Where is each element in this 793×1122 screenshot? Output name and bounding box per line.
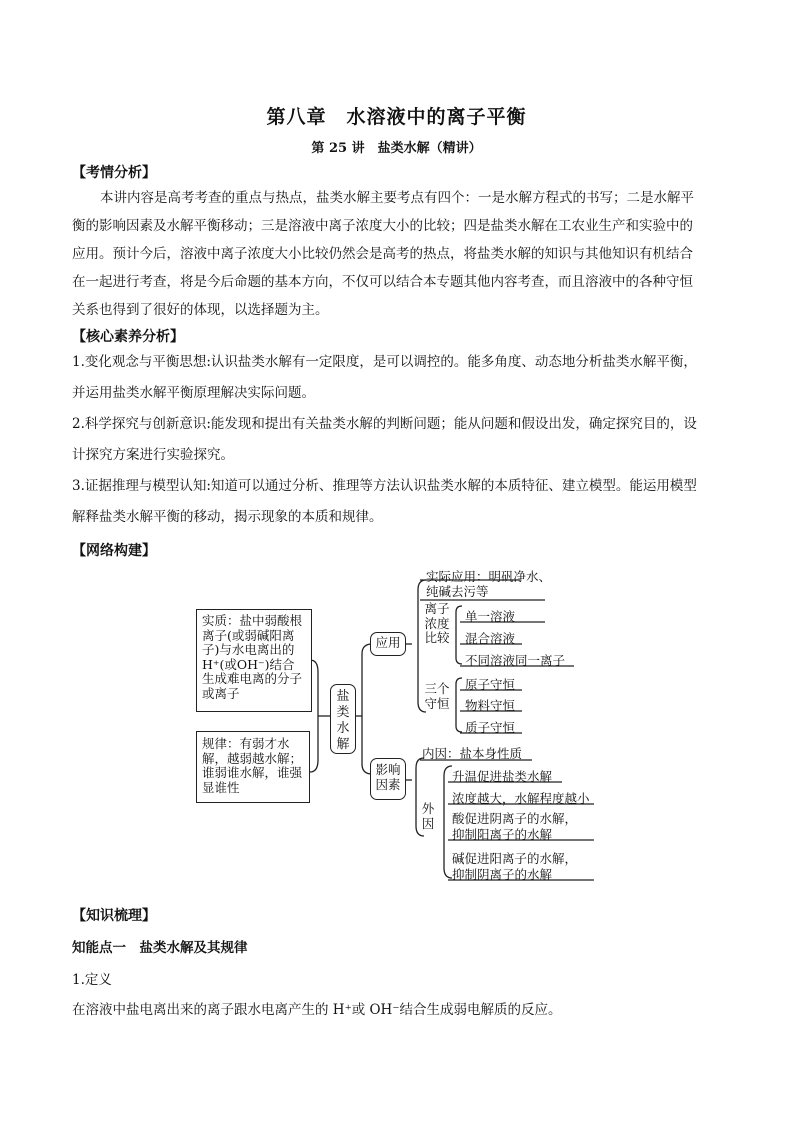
exam-analysis-line: 应用。预计今后，溶液中离子浓度大小比较仍然会是高考的热点，将盐类水解的知识与其他知识有机结合 bbox=[72, 246, 693, 262]
network-heading: 【网络构建】 bbox=[72, 543, 156, 559]
conservation-item: 物料守恒 bbox=[465, 698, 516, 713]
conservation-item: 原子守恒 bbox=[465, 677, 516, 692]
external-item: 升温促进盐类水解 bbox=[452, 769, 553, 784]
practical-application-line-1: 实际应用：明矾净水、 bbox=[426, 569, 552, 584]
external-item: 抑制阳离子的水解 bbox=[452, 827, 553, 842]
exam-analysis-line: 关系也得到了很好的体现，以选择题为主。 bbox=[72, 302, 329, 318]
core-literacy-line: 并运用盐类水解平衡原理解决实际问题。 bbox=[72, 385, 315, 401]
external-item: 浓度越大，水解程度越小 bbox=[452, 791, 590, 806]
core-literacy-line: 2.科学探究与创新意识:能发现和提出有关盐类水解的判断问题；能从问题和假设出发，确定探究目的，设 bbox=[72, 416, 697, 432]
ion-compare-item: 单一溶液 bbox=[465, 609, 516, 624]
external-item: 抑制阴离子的水解 bbox=[452, 867, 553, 882]
exam-analysis-line: 衡的影响因素及水解平衡移动；三是溶液中离子浓度大小的比较；四是盐类水解在工农业生产和实验中的 bbox=[72, 218, 693, 234]
external-factor-label: 外因 bbox=[421, 801, 435, 831]
core-literacy-line: 1.变化观念与平衡思想:认识盐类水解有一定限度，是可以调控的。能多角度、动态地分析盐类水解平衡， bbox=[72, 354, 697, 370]
rule-box: 规律：有弱才水解，越弱越水解；谁弱谁水解，谁强显谁性 bbox=[196, 731, 310, 803]
conservation-item: 质子守恒 bbox=[465, 720, 516, 735]
ion-concentration-compare-label: 离子浓度比较 bbox=[424, 601, 450, 645]
practical-application-line-2: 纯碱去污等 bbox=[426, 584, 489, 599]
lecture-title: 第 25 讲 盐类水解（精讲） bbox=[311, 141, 482, 156]
definition-title: 1.定义 bbox=[72, 972, 112, 988]
center-node-salt-hydrolysis: 盐类水解 bbox=[330, 684, 356, 754]
external-item: 酸促进阴离子的水解， bbox=[452, 811, 578, 826]
internal-factor: 内因：盐本身性质 bbox=[422, 746, 523, 761]
exam-analysis-line: 在一起进行考查，将是今后命题的基本方向，不仅可以结合本专题其他内容考查，而且溶液中的各种守恒 bbox=[72, 274, 693, 290]
factors-node: 影响因素 bbox=[370, 758, 406, 800]
core-literacy-line: 计探究方案进行实验探究。 bbox=[72, 447, 234, 463]
ion-compare-item: 混合溶液 bbox=[465, 631, 516, 646]
core-literacy-heading: 【核心素养分析】 bbox=[72, 329, 184, 345]
ion-compare-item: 不同溶液同一离子 bbox=[465, 653, 566, 668]
external-item: 碱促进阳离子的水解， bbox=[452, 851, 578, 866]
application-node: 应用 bbox=[370, 632, 406, 656]
knowledge-heading: 【知识梳理】 bbox=[72, 908, 156, 924]
core-literacy-line: 3.证据推理与模型认知:知道可以通过分析、推理等方法认识盐类水解的本质特征、建立模型。能运用模型 bbox=[72, 478, 697, 494]
core-literacy-line: 解释盐类水解平衡的移动，揭示现象的本质和规律。 bbox=[72, 509, 383, 525]
three-conservation-label: 三个守恒 bbox=[424, 681, 450, 711]
chapter-title: 第八章 水溶液中的离子平衡 bbox=[266, 106, 527, 128]
knowledge-point-title: 知能点一 盐类水解及其规律 bbox=[72, 940, 248, 956]
exam-analysis-heading: 【考情分析】 bbox=[72, 165, 156, 181]
essence-box: 实质：盐中弱酸根离子(或弱碱阳离子)与水电离出的H⁺(或OH⁻)结合生成难电离的分子或离子 bbox=[196, 609, 312, 712]
exam-analysis-line: 本讲内容是高考考查的重点与热点，盐类水解主要考点有四个：一是水解方程式的书写；二是水解平 bbox=[100, 190, 694, 206]
definition-text: 在溶液中盐电离出来的离子跟水电离产生的 H⁺或 OH⁻结合生成弱电解质的反应。 bbox=[72, 1002, 562, 1018]
